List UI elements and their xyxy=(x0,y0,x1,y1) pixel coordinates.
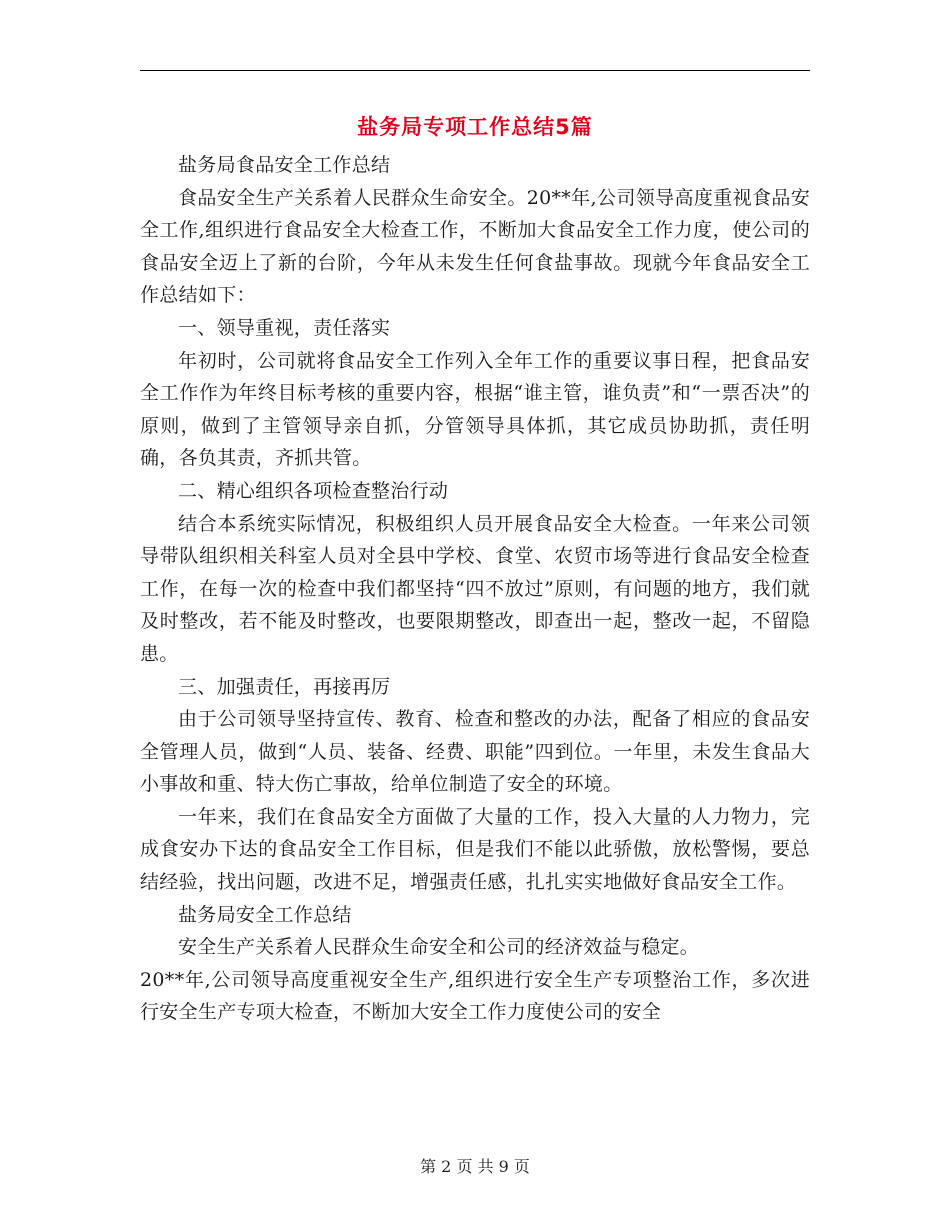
paragraph: 三、加强责任，再接再厉 xyxy=(178,675,391,698)
header-rule xyxy=(140,70,810,71)
paragraph: 一、领导重视，责任落实 xyxy=(178,316,391,339)
document-title: 盐务局专项工作总结5篇 xyxy=(357,115,593,139)
paragraph: 由于公司领导坚持宣传、教育、检查和整改的办法，配备了相应的食品安全管理人员，做到“人员、装备、经费、职能”四到位。一年里，未发生食品大小事故和重、特大伤亡事故，给单位制造了安全的环境。 xyxy=(140,708,810,796)
paragraph: 结合本系统实际情况，积极组织人员开展食品安全大检查。一年来公司领导带队组织相关科室人员对全县中学校、食堂、农贸市场等进行食品安全检查工作，在每一次的检查中我们都坚持“四不放过”原则，有问题的地方，我们就及时整改，若不能及时整改，也要限期整改，即查出一起，整改一起，不留隐患。 xyxy=(140,512,810,665)
page-footer: 第 2 页 共 9 页 xyxy=(420,1157,530,1176)
paragraph: 一年来，我们在食品安全方面做了大量的工作，投入大量的人力物力，完成食安办下达的食品安全工作目标，但是我们不能以此骄傲，放松警惕，要总结经验，找出问题，改进不足，增强责任感，扎扎实实地做好食品安全工作。 xyxy=(140,805,810,894)
paragraph: 食品安全生产关系着人民群众生命安全。20**年,公司领导高度重视食品安全工作,组织进行食品安全大检查工作，不断加大食品安全工作力度，使公司的食品安全迈上了新的台阶，今年从未发生任何食盐事故。现就今年食品安全工作总结如下： xyxy=(140,186,810,307)
document-body xyxy=(140,149,810,1029)
paragraph: 二、精心组织各项检查整治行动 xyxy=(178,479,449,502)
paragraph: 年初时，公司就将食品安全工作列入全年工作的重要议事日程，把食品安全工作作为年终目标考核的重要内容，根据“谁主管，谁负责”和“一票否决”的原则，做到了主管领导亲自抓，分管领导具体抓，其它成员协助抓，责任明确，各负其责，齐抓共管。 xyxy=(140,349,810,470)
paragraph: 安全生产关系着人民群众生命安全和公司的经济效益与稳定。 xyxy=(178,936,700,959)
paragraph: 盐务局食品安全工作总结 xyxy=(178,154,391,176)
paragraph: 盐务局安全工作总结 xyxy=(178,903,352,926)
paragraph: 20**年,公司领导高度重视安全生产,组织进行安全生产专项整治工作，多次进行安全生产专项大检查，不断加大安全工作力度使公司的安全 xyxy=(140,968,810,1024)
